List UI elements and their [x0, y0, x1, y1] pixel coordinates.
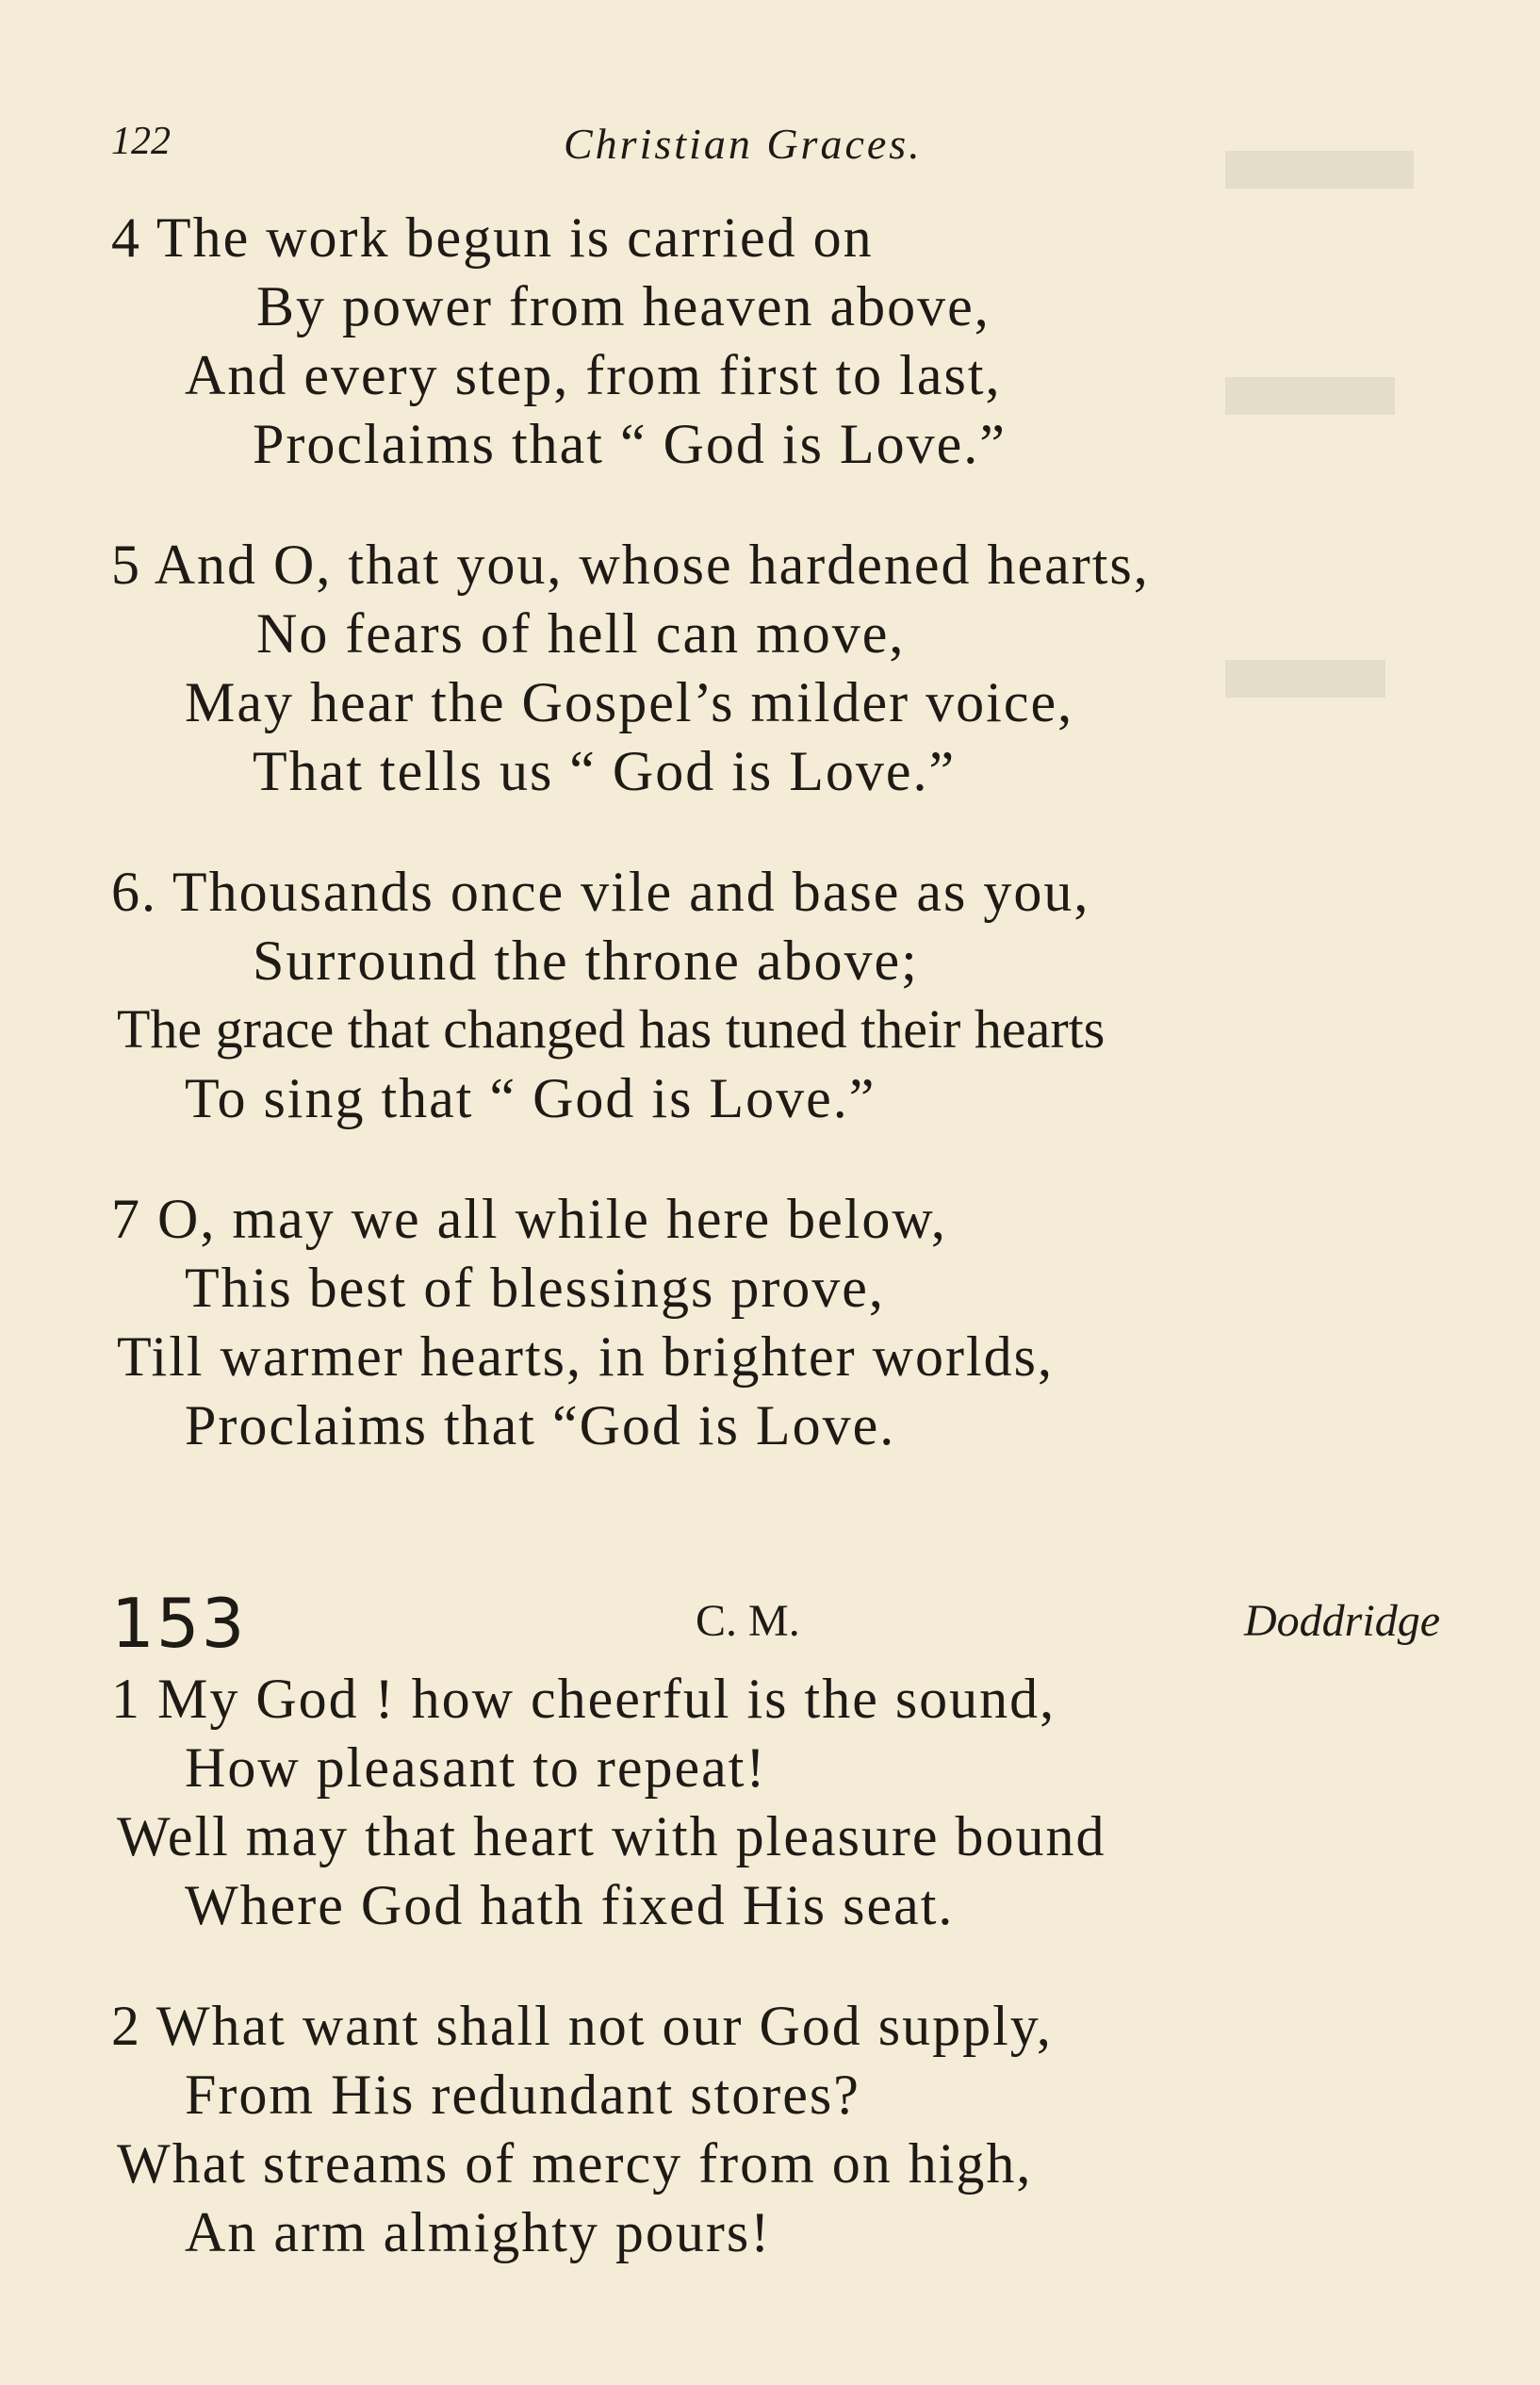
stanza-7-line-4: Proclaims that “God is Love.	[185, 1394, 896, 1456]
hymn153-stanza-1-line-1: 1 My God ! how cheerful is the sound,	[111, 1668, 1057, 1730]
stanza-6-line-1: 6. Thousands once vile and base as you,	[111, 861, 1090, 923]
stanza-6-line-4: To sing that “ God is Love.”	[185, 1067, 876, 1129]
page-header	[111, 111, 997, 177]
stanza-5-line-3: May hear the Gospel’s milder voice,	[185, 671, 1074, 733]
hymn153-stanza-1-line-3: Well may that heart with pleasure bound	[117, 1805, 1106, 1867]
stanza-4-line-2: By power from heaven above,	[256, 275, 991, 337]
stanza-5-line-1: 5 And O, that you, whose hardened hearts,	[111, 534, 1150, 596]
stanza-6-line-2: Surround the throne above;	[253, 929, 919, 992]
hymn153-stanza-1-line-2: How pleasant to repeat!	[185, 1736, 767, 1799]
hymn-153-heading	[111, 1584, 1440, 1663]
stanza-7-line-2: This best of blessings prove,	[185, 1257, 885, 1319]
page-number: 122	[111, 120, 171, 163]
stanza-5-line-2: No fears of hell can move,	[256, 602, 906, 665]
stanza-7-line-3: Till warmer hearts, in brighter worlds,	[117, 1325, 1054, 1388]
hymn153-stanza-2-line-3: What streams of mercy from on high,	[117, 2132, 1033, 2195]
hymn153-stanza-2-line-1: 2 What want shall not our God supply,	[111, 1995, 1053, 2057]
stanza-6-line-3: The grace that changed has tuned their hearts	[117, 998, 1106, 1060]
hymn153-stanza-1-line-4: Where God hath fixed His seat.	[185, 1874, 955, 1936]
stanza-4-line-3: And every step, from first to last,	[185, 344, 1002, 406]
hymn153-stanza-2-line-2: From His redundant stores?	[185, 2064, 860, 2126]
hymn-meter: C. M.	[696, 1596, 800, 1646]
stanza-5-line-4: That tells us “ God is Love.”	[253, 740, 957, 802]
stanza-4-line-4: Proclaims that “ God is Love.”	[253, 413, 1007, 475]
stanza-4-line-1: 4 The work begun is carried on	[111, 206, 874, 269]
hymn153-stanza-2-line-4: An arm almighty pours!	[185, 2201, 772, 2263]
running-head: Christian Graces.	[564, 120, 923, 168]
stanza-7-line-1: 7 O, may we all while here below,	[111, 1188, 947, 1250]
hymn-author: Doddridge	[1244, 1596, 1440, 1646]
hymn-number: 153	[111, 1584, 247, 1663]
